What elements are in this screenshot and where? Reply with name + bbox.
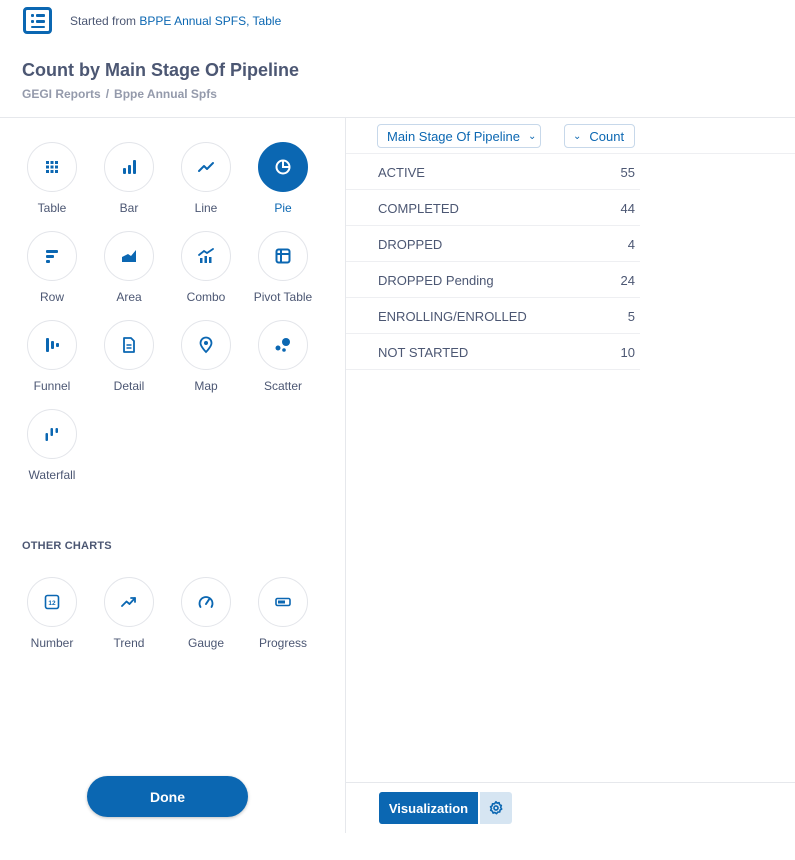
svg-text:12: 12: [48, 600, 56, 607]
chart-type-label: Funnel: [33, 379, 71, 393]
chart-type-label: Scatter: [263, 379, 302, 393]
cell-stage[interactable]: COMPLETED: [378, 201, 459, 216]
chart-type-number[interactable]: [12, 577, 92, 650]
chart-type-label: Map: [194, 379, 218, 393]
cell-count[interactable]: 55: [620, 165, 635, 180]
breadcrumb-separator: /: [105, 87, 110, 101]
cell-stage[interactable]: ENROLLING/ENROLLED: [378, 309, 527, 324]
table-icon: [43, 158, 61, 176]
cell-count[interactable]: 44: [620, 201, 635, 216]
chevron-down-icon: ⌄: [573, 130, 582, 142]
gear-icon: [488, 800, 504, 816]
trend-icon: [120, 593, 138, 611]
chart-type-map[interactable]: [166, 320, 246, 393]
chart-type-label: Trend: [113, 636, 145, 650]
other-charts-heading: OTHER CHARTS: [22, 540, 112, 552]
row-icon: [43, 247, 61, 265]
footer-divider: [346, 782, 795, 783]
cell-count[interactable]: 10: [620, 345, 635, 360]
cell-stage[interactable]: ACTIVE: [378, 165, 425, 180]
chart-type-area[interactable]: [89, 231, 169, 304]
cell-count[interactable]: 24: [620, 273, 635, 288]
cell-count[interactable]: 4: [627, 237, 635, 252]
breadcrumb: [22, 87, 217, 101]
done-button[interactable]: Done: [87, 776, 248, 817]
funnel-icon: [43, 336, 61, 354]
chart-type-label: Detail: [113, 379, 145, 393]
chart-type-table[interactable]: [12, 142, 92, 215]
chart-type-progress[interactable]: [243, 577, 323, 650]
started-from-label: Started from: [70, 14, 137, 28]
started-from-text: [70, 14, 281, 28]
chart-type-bar[interactable]: [89, 142, 169, 215]
gauge-icon: [197, 593, 215, 611]
scatter-icon: [274, 336, 292, 354]
column-header-count[interactable]: [564, 124, 635, 148]
data-table: [346, 154, 640, 370]
table-row: [346, 226, 640, 262]
combo-icon: [197, 247, 215, 265]
cell-stage[interactable]: NOT STARTED: [378, 345, 469, 360]
chart-type-combo[interactable]: [166, 231, 246, 304]
chart-type-label: Line: [194, 201, 218, 215]
chart-type-waterfall[interactable]: [12, 409, 92, 482]
question-table-icon: [23, 7, 52, 34]
chart-type-label: Row: [39, 290, 64, 304]
waterfall-icon: [43, 425, 61, 443]
chart-type-detail[interactable]: [89, 320, 169, 393]
table-row: [346, 334, 640, 370]
chart-type-label: Waterfall: [28, 468, 76, 482]
chart-type-row[interactable]: [12, 231, 92, 304]
chart-type-gauge[interactable]: [166, 577, 246, 650]
column-header-label: Main Stage Of Pipeline: [387, 128, 520, 144]
detail-icon: [120, 336, 138, 354]
chart-type-line[interactable]: [166, 142, 246, 215]
column-header-label: Count: [589, 128, 625, 144]
breadcrumb-table[interactable]: Bppe Annual Spfs: [114, 87, 217, 101]
chart-type-scatter[interactable]: [243, 320, 323, 393]
table-row: [346, 262, 640, 298]
table-row: [346, 154, 640, 190]
cell-stage[interactable]: DROPPED: [378, 237, 443, 252]
chart-type-label: Combo: [186, 290, 226, 304]
breadcrumb-collection[interactable]: GEGI Reports: [22, 87, 101, 101]
chart-type-label: Area: [116, 290, 142, 304]
pie-icon: [274, 158, 292, 176]
chart-type-label: Number: [30, 636, 74, 650]
line-icon: [197, 158, 215, 176]
table-row: [346, 298, 640, 334]
cell-stage[interactable]: DROPPED Pending: [378, 273, 494, 288]
chevron-down-icon: ⌄: [527, 130, 537, 142]
chart-type-funnel[interactable]: [12, 320, 92, 393]
map-pin-icon: [197, 336, 215, 354]
chart-type-label: Table: [37, 201, 67, 215]
area-icon: [120, 247, 138, 265]
visualization-settings-button[interactable]: [480, 792, 512, 824]
source-question-link[interactable]: BPPE Annual SPFS, Table: [139, 14, 282, 28]
chart-type-label: Bar: [119, 201, 139, 215]
visualization-button[interactable]: Visualization: [379, 792, 478, 824]
page-title: Count by Main Stage Of Pipeline: [22, 60, 300, 80]
pivot-table-icon: [274, 247, 292, 265]
chart-type-label: Pie: [274, 201, 292, 215]
chart-type-label: Progress: [258, 636, 308, 650]
number-icon: [43, 593, 61, 611]
cell-count[interactable]: 5: [627, 309, 635, 324]
chart-type-label: Pivot Table: [253, 290, 313, 304]
header-divider: [0, 117, 795, 118]
table-row: [346, 190, 640, 226]
chart-type-label: Gauge: [187, 636, 225, 650]
bar-icon: [120, 158, 138, 176]
top-bar: [0, 0, 795, 44]
column-header-main-stage[interactable]: [377, 124, 541, 148]
progress-icon: [274, 593, 292, 611]
chart-type-pivot-table[interactable]: [243, 231, 323, 304]
chart-type-pie[interactable]: [243, 142, 323, 215]
chart-type-trend[interactable]: [89, 577, 169, 650]
